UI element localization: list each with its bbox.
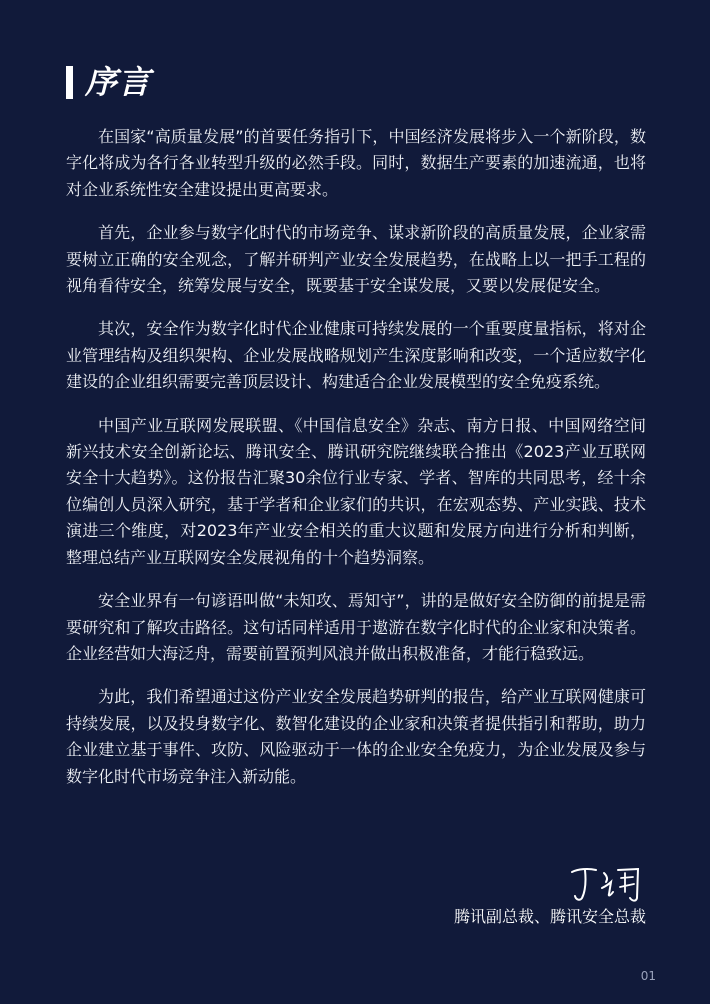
handwritten-signature bbox=[568, 862, 646, 906]
page-title: 序言 bbox=[85, 63, 152, 101]
page-number: 01 bbox=[640, 969, 656, 983]
paragraph-1: 在国家“高质量发展”的首要任务指引下，中国经济发展将步入一个新阶段，数字化将成为各行各业转型升级的必然手段。同时，数据生产要素的加速流通，也将对企业系统性安全建设提出更高要求。 bbox=[66, 127, 646, 199]
paragraph-6: 为此，我们希望通过这份产业安全发展趋势研判的报告，给产业互联网健康可持续发展，以及投身数字化、数智化建设的企业家和决策者提供指引和帮助，助力企业建立基于事件、攻防、风险驱动于一体的企业安全免疫力，为企业发展及参与数字化时代市场竞争注入新动能。 bbox=[66, 687, 646, 786]
preface-body bbox=[66, 124, 646, 807]
section-header bbox=[66, 62, 151, 102]
paragraph-3: 其次，安全作为数字化时代企业健康可持续发展的一个重要度量指标，将对企业管理结构及组织架构、企业发展战略规划产生深度影响和改变，一个适应数字化建设的企业组织需要完善顶层设计、构建适合企业发展模型的安全免疫系统。 bbox=[66, 319, 646, 392]
paragraph-4: 中国产业互联网发展联盟、《中国信息安全》杂志、南方日报、中国网络空间新兴技术安全创新论坛、腾讯安全、腾讯研究院继续联合推出《2023产业互联网安全十大趋势》。这份报告汇聚30余位行业专家、学者、智库的共同思考，经十余位编创人员深入研究，基于学者和企业家们的共识，在宏观态势、产业实践、技术演进三个维度，对2023年产业安全相关的重大议题和发展方向进行分析和判断，整理总结产业互联网安全发展视角的十个趋势洞察。 bbox=[66, 415, 646, 567]
paragraph-2: 首先，企业参与数字化时代的市场竞争、谋求新阶段的高质量发展，企业家需要树立正确的安全观念，了解并研判产业安全发展趋势，在战略上以一把手工程的视角看待安全，统筹发展与安全，既要基于安全谋发展，又要以发展促安全。 bbox=[66, 223, 646, 296]
paragraph-5: 安全业界有一句谚语叫做“未知攻、焉知守”，讲的是做好安全防御的前提是需要研究和了解攻击路径。这句话同样适用于遨游在数字化时代的企业家和决策者。企业经营如大海泛舟，需要前置预判风浪并做出积极准备，才能行稳致远。 bbox=[66, 591, 646, 663]
title-accent-bar bbox=[66, 66, 73, 99]
signatory-title: 腾讯副总裁、腾讯安全总裁 bbox=[453, 907, 646, 926]
